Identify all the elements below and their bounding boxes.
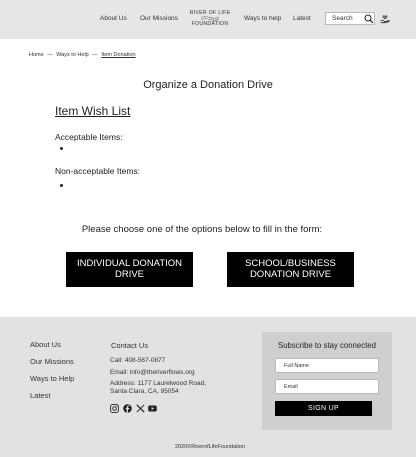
- school-business-donation-drive-button[interactable]: SCHOOL/BUSINESS DONATION DRIVE: [227, 252, 354, 287]
- email-input[interactable]: [275, 379, 379, 394]
- search-box: [325, 12, 375, 25]
- breadcrumb-separator: —: [47, 52, 53, 58]
- non-acceptable-items-label: Non-acceptable Items:: [55, 166, 141, 176]
- full-name-input[interactable]: [275, 358, 379, 373]
- acceptable-items-label: Acceptable Items:: [55, 132, 123, 142]
- youtube-icon[interactable]: [148, 404, 157, 413]
- footer-link-ways-to-help[interactable]: Ways to Help: [30, 374, 75, 383]
- contact-us-heading: Contact Us: [111, 341, 149, 350]
- breadcrumb-separator: —: [92, 52, 98, 58]
- instagram-icon[interactable]: [110, 404, 119, 413]
- individual-donation-drive-button[interactable]: INDIVIDUAL DONATION DRIVE: [66, 252, 193, 287]
- acceptable-bullet: [60, 147, 63, 150]
- breadcrumb-item-donation[interactable]: Item Donation: [101, 52, 136, 58]
- choose-option-text: Please choose one of the options below to fill in the form:: [81, 224, 323, 235]
- nav-ways-to-help[interactable]: Ways to help: [244, 15, 282, 22]
- footer-link-our-missions[interactable]: Our Missions: [30, 357, 74, 366]
- logo-line-1: RIVER OF LIFE: [189, 10, 231, 16]
- logo-line-2: FOUNDATION: [191, 21, 229, 27]
- footer-link-latest[interactable]: Latest: [30, 391, 51, 400]
- breadcrumb-ways-to-help[interactable]: Ways to Help: [56, 52, 89, 58]
- breadcrumb: [29, 52, 136, 58]
- site-logo[interactable]: [189, 10, 231, 27]
- nav-latest[interactable]: Latest: [293, 15, 311, 22]
- subscribe-panel: [262, 332, 392, 430]
- contact-address-line-2: Santa Clara, CA, 95054: [110, 388, 179, 395]
- copyright-text: 2020©RiverofLifeFoundation: [174, 444, 246, 450]
- nav-about-us[interactable]: About Us: [100, 15, 127, 22]
- breadcrumb-home[interactable]: Home: [29, 52, 44, 58]
- nav-our-missions[interactable]: Our Missions: [140, 15, 178, 22]
- contact-address-line-1: Address: 1177 Laurelwood Road,: [110, 380, 206, 387]
- hand-heart-icon[interactable]: [379, 12, 391, 24]
- contact-phone[interactable]: Call: 408-567-0877: [110, 357, 166, 364]
- footer-link-about-us[interactable]: About Us: [30, 340, 61, 349]
- site-header: [0, 0, 416, 39]
- wish-list-heading[interactable]: Item Wish List: [55, 104, 131, 118]
- facebook-icon[interactable]: [123, 404, 132, 413]
- site-footer: [0, 317, 416, 457]
- search-input[interactable]: [332, 13, 362, 24]
- non-acceptable-bullet: [60, 184, 63, 187]
- subscribe-heading: Subscribe to stay connected: [278, 341, 376, 350]
- x-icon[interactable]: [136, 404, 145, 413]
- sign-up-button[interactable]: SIGN UP: [275, 401, 372, 416]
- page-title: Organize a Donation Drive: [143, 79, 273, 91]
- contact-email[interactable]: Email: info@theriverflows.org: [110, 369, 195, 376]
- search-icon[interactable]: [364, 14, 374, 24]
